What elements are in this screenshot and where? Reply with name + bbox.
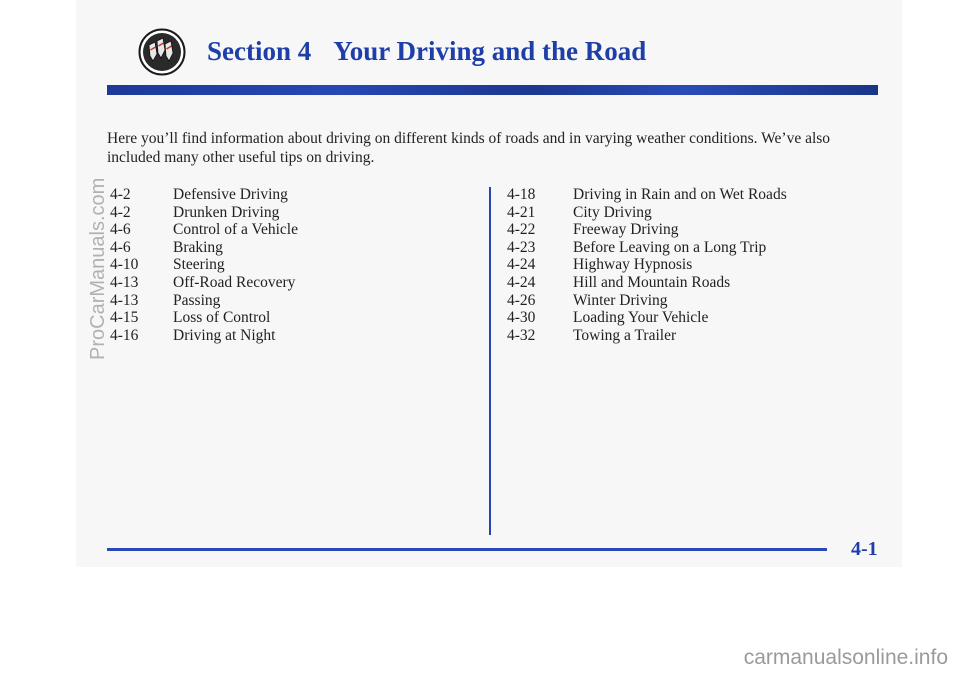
toc-page-number: 4-21 bbox=[507, 203, 536, 221]
toc-entry[interactable] bbox=[507, 239, 787, 257]
toc-page-number: 4-13 bbox=[110, 291, 139, 309]
page-number: 4-1 bbox=[851, 538, 878, 560]
toc-entry[interactable] bbox=[110, 239, 298, 257]
toc-page-number: 4-6 bbox=[110, 238, 131, 256]
toc-entry[interactable] bbox=[110, 256, 298, 274]
toc-entry[interactable] bbox=[507, 274, 787, 292]
toc-label: Towing a Trailer bbox=[573, 326, 677, 344]
toc-page-number: 4-24 bbox=[507, 256, 536, 274]
toc-entry[interactable] bbox=[507, 204, 787, 222]
header-bar bbox=[107, 85, 878, 95]
toc-entry[interactable] bbox=[110, 186, 298, 204]
footer-rule bbox=[107, 548, 827, 551]
toc-page-number: 4-15 bbox=[110, 309, 139, 327]
toc-label: Driving in Rain and on Wet Roads bbox=[573, 186, 787, 203]
toc-entry[interactable] bbox=[110, 221, 298, 239]
toc-label: Braking bbox=[173, 238, 223, 256]
toc-page-number: 4-16 bbox=[110, 326, 139, 344]
toc-entry[interactable] bbox=[110, 327, 298, 345]
toc-page-number: 4-10 bbox=[110, 256, 139, 274]
toc-label: Loading Your Vehicle bbox=[573, 309, 709, 327]
toc-entry[interactable] bbox=[110, 274, 298, 292]
toc-page-number: 4-13 bbox=[110, 273, 139, 291]
toc-left-column bbox=[110, 186, 298, 344]
section-number: Section 4 bbox=[207, 36, 312, 66]
toc-label: Defensive Driving bbox=[173, 186, 288, 203]
toc-label: Control of a Vehicle bbox=[173, 221, 298, 239]
toc-label: Driving at Night bbox=[173, 326, 276, 344]
toc-entry[interactable] bbox=[507, 327, 787, 345]
toc-label: Off-Road Recovery bbox=[173, 273, 296, 291]
section-name: Your Driving and the Road bbox=[333, 36, 647, 66]
toc-page-number: 4-30 bbox=[507, 309, 536, 327]
toc-entry[interactable] bbox=[110, 292, 298, 310]
toc-right-column bbox=[507, 186, 787, 344]
column-divider bbox=[489, 187, 491, 535]
toc-page-number: 4-23 bbox=[507, 238, 536, 256]
toc-page-number: 4-22 bbox=[507, 221, 536, 239]
toc-page-number: 4-24 bbox=[507, 273, 536, 291]
toc-label: Steering bbox=[173, 256, 225, 274]
toc-page-number: 4-26 bbox=[507, 291, 536, 309]
toc-entry[interactable] bbox=[507, 292, 787, 310]
toc-entry[interactable] bbox=[507, 256, 787, 274]
toc-label: Highway Hypnosis bbox=[573, 256, 693, 274]
toc-label: Winter Driving bbox=[573, 291, 668, 309]
toc-page-number: 4-6 bbox=[110, 221, 131, 239]
toc-label: Hill and Mountain Roads bbox=[573, 273, 731, 291]
toc-label: Passing bbox=[173, 291, 221, 309]
toc-entry[interactable] bbox=[507, 221, 787, 239]
intro-paragraph: Here you’ll find information about driving on different kinds of roads and in varying weather conditions. We’ve also included many other useful tips on driving. bbox=[107, 130, 831, 166]
toc-page-number: 4-32 bbox=[507, 326, 536, 344]
side-watermark: ProCarManuals.com bbox=[87, 177, 109, 360]
section-title bbox=[207, 33, 646, 69]
toc-label: Before Leaving on a Long Trip bbox=[573, 238, 767, 256]
toc-label: Freeway Driving bbox=[573, 221, 679, 239]
toc-entry[interactable] bbox=[507, 309, 787, 327]
toc-entry[interactable] bbox=[507, 186, 787, 204]
toc-label: Drunken Driving bbox=[173, 203, 280, 221]
toc-label: Loss of Control bbox=[173, 309, 271, 327]
toc-page-number: 4-18 bbox=[507, 186, 536, 203]
tri-shield-emblem-icon bbox=[138, 28, 186, 76]
bottom-watermark: carmanualsonline.info bbox=[743, 646, 948, 669]
toc-page-number: 4-2 bbox=[110, 186, 131, 203]
toc-entry[interactable] bbox=[110, 204, 298, 222]
toc-page-number: 4-2 bbox=[110, 203, 131, 221]
toc-label: City Driving bbox=[573, 203, 652, 221]
toc-entry[interactable] bbox=[110, 309, 298, 327]
